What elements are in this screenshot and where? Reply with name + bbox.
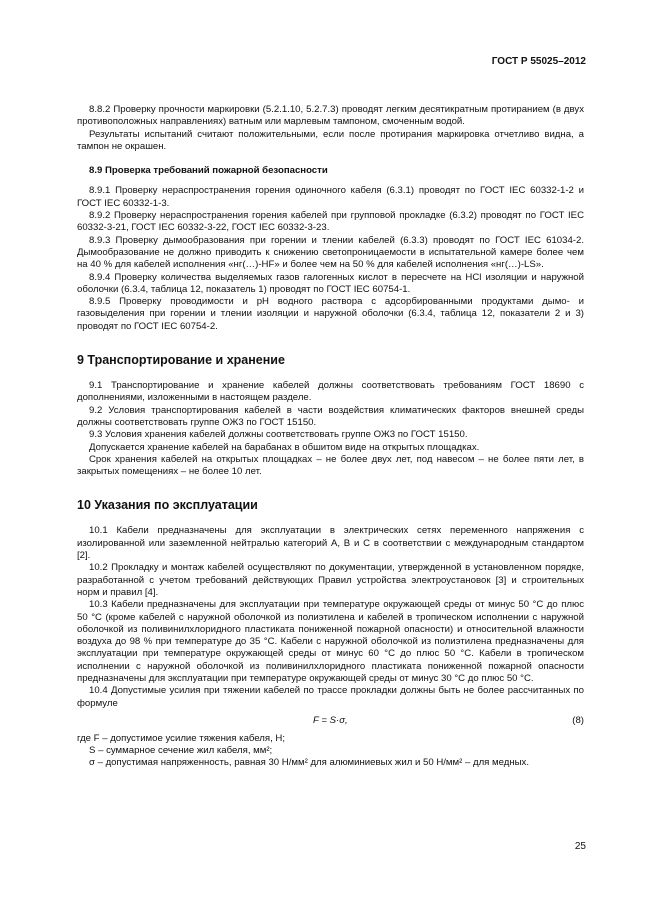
definition-s: S – суммарное сечение жил кабеля, мм²; xyxy=(89,745,273,757)
paragraph-9-3: 9.3 Условия хранения кабелей должны соответствовать группе ОЖ3 по ГОСТ 15150. xyxy=(89,429,468,441)
page-number: 25 xyxy=(574,841,586,852)
paragraph-10-2: 10.2 Прокладку и монтаж кабелей осуществляют по документации, утвержденной в установленном порядке, разработанной с учетом требований действующих Правил устройства электроустановок [3] и строительных норм и правил [4]. xyxy=(77,562,584,598)
paragraph-8-9-4: 8.9.4 Проверку количества выделяемых газов галогенных кислот в пересчете на HCl изоляции и наружной оболочки (6.3.4, таблица 12, показатель 1) проводят по ГОСТ IEC 60754-1. xyxy=(77,271,584,295)
paragraph-8-9-2: 8.9.2 Проверку нераспространения горения кабелей при групповой прокладке (6.3.2) проводят по ГОСТ IEC 60332-3-21, ГОСТ IEC 60332-3-22, ГОСТ IEC 60332-3-23. xyxy=(77,210,584,234)
page-content xyxy=(77,104,584,770)
paragraph-8-9-1: 8.9.1 Проверку нераспространения горения одиночного кабеля (6.3.1) проводят по ГОСТ IEC 60332-1-2 и ГОСТ IEC 60332-1-3. xyxy=(77,185,584,209)
definition-f: где F – допустимое усилие тяжения кабеля, Н; xyxy=(77,732,286,744)
paragraph-8-8-2: 8.8.2 Проверку прочности маркировки (5.2.1.10, 5.2.7.3) проводят легким десятикратным протиранием (в двух противоположных направлениях) ватным или марлевым тампоном, смоченным водой. xyxy=(77,104,584,128)
formula-definitions xyxy=(77,733,584,770)
paragraph-10-1: 10.1 Кабели предназначены для эксплуатации в электрических сетях переменного напряжения с изолированной или заземленной нейтралью категорий А, В и С в соответствии с международным стандартом [2]. xyxy=(77,525,584,562)
definition-sigma: σ – допустимая напряженность, равная 30 Н/мм² для алюминиевых жил и 50 Н/мм² – для медных. xyxy=(89,757,530,769)
paragraph-9-3-terms: Срок хранения кабелей на открытых площадках – не более двух лет, под навесом – не более пяти лет, в закрытых помещениях – не более 10 лет. xyxy=(77,453,584,478)
paragraph-9-3-drums: Допускается хранение кабелей на барабанах в обшитом виде на открытых площадках. xyxy=(89,441,480,453)
section-10-title: 10 Указания по эксплуатации xyxy=(77,498,258,513)
formula-8 xyxy=(77,713,584,729)
paragraph-8-9-5: 8.9.5 Проверку проводимости и pH водного раствора с адсорбированными продуктами дымо- и газовыделения при горении и тлении изоляции и наружной оболочки (6.3.4, таблица 12, показатели 2 и 3) проводят по ГОСТ IEC 60754-2. xyxy=(77,296,584,332)
paragraph-8-8-2-result: Результаты испытаний считают положительными, если после протирания маркировка отчетливо видна, а тампон не окрашен. xyxy=(77,128,584,152)
section-9-title: 9 Транспортирование и хранение xyxy=(77,353,285,368)
document-header: ГОСТ Р 55025–2012 xyxy=(491,56,586,67)
subsection-8-9-title: 8.9 Проверка требований пожарной безопасности xyxy=(89,165,328,177)
formula-number: (8) xyxy=(572,714,584,726)
paragraph-9-2: 9.2 Условия транспортирования кабелей в части воздействия климатических факторов внешней среды должны соответствовать группе ОЖ3 по ГОСТ 15150. xyxy=(77,404,584,428)
formula-text: F = S·σ, xyxy=(313,714,348,726)
paragraph-8-9-3: 8.9.3 Проверку дымообразования при горении и тлении кабелей (6.3.3) проводят по ГОСТ IEC 61034-2. Дымообразование не должно приводить к снижению светопроницаемости в испытательной камере более чем на 40 % для кабелей исполнения «нг(…)-HF» и более чем на 50 % для кабелей исполнения «нг(…)-LS». xyxy=(77,234,584,271)
paragraph-10-4: 10.4 Допустимые усилия при тяжении кабелей по трассе прокладки должны быть не более рассчитанных по формуле xyxy=(77,685,584,709)
paragraph-9-1: 9.1 Транспортирование и хранение кабелей должны соответствовать требованиям ГОСТ 18690 с дополнениями, изложенными в настоящем разделе. xyxy=(77,380,584,404)
paragraph-10-3: 10.3 Кабели предназначены для эксплуатации при температуре окружающей среды от минус 50 °С до плюс 50 °С (кроме кабелей с наружной оболочкой из полиэтилена и кабелей в тропическом исполнении с наружной оболочкой из поливинилхлоридного пластиката пониженной пожарной опасности) и относительной влажности воздуха до 98 % при температуре до 35 °С. Кабели с наружной оболочкой из полиэтилена предназначены для эксплуатации при температуре окружающей среды от минус 60 °С до плюс 50 °С. Кабели в тропическом исполнении с наружной оболочкой из поливинилхлоридного пластиката пониженной пожарной опасности предназначены для эксплуатации при температуре окружающей среды от минус 30 °С до плюс 50 °С. xyxy=(77,599,584,684)
